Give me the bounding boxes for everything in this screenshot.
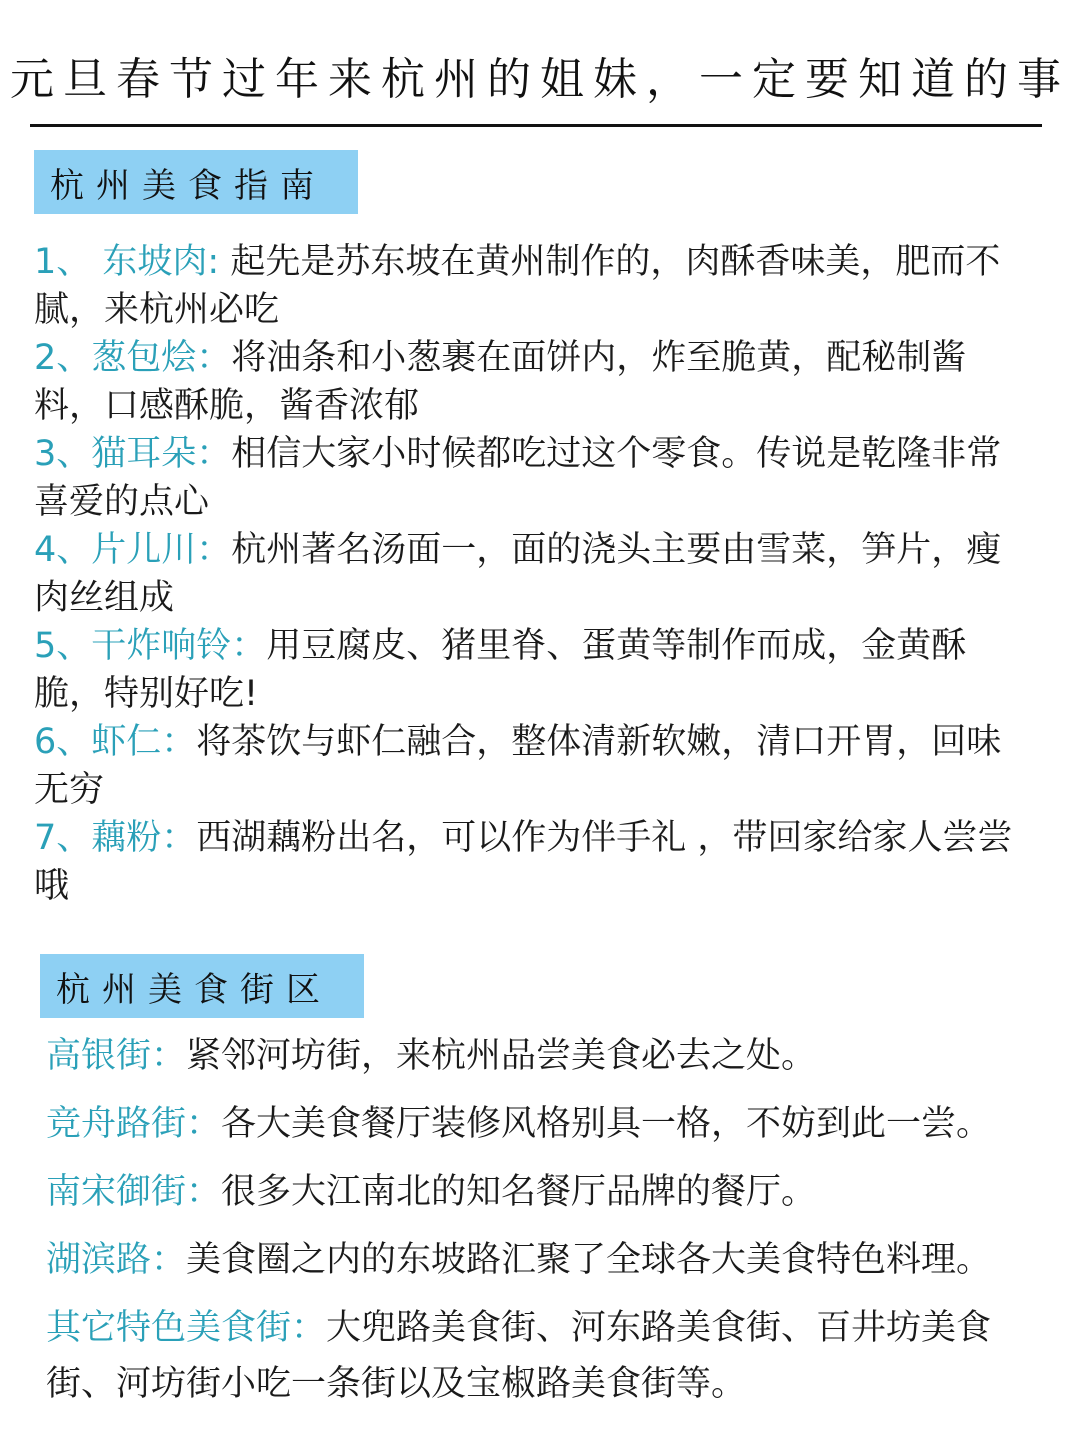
item-label: 2、葱包烩：	[34, 338, 232, 378]
item-label: 3、猫耳朵：	[34, 434, 232, 474]
item-text: 起先是苏东坡在黄州制作的，肉酥香味美，肥而不腻，来杭州必吃	[34, 242, 1001, 330]
item-text: 很多大江南北的知名餐厅品牌的餐厅。	[221, 1172, 817, 1212]
list-item	[46, 1300, 1060, 1412]
item-label: 7、藕粉：	[34, 818, 197, 858]
list-item	[46, 1022, 1066, 1090]
list-item	[46, 1158, 1066, 1226]
food-guide-list	[34, 238, 1014, 910]
section-heading-food-guide: 杭州美食指南	[34, 150, 358, 214]
item-text: 将茶饮与虾仁融合，整体清新软嫩，清口开胃，回味无穷	[34, 722, 1002, 810]
list-item	[34, 238, 1014, 334]
item-text: 紧邻河坊街，来杭州品尝美食必去之处。	[186, 1036, 817, 1076]
item-label: 竞舟路街：	[46, 1104, 222, 1144]
item-text: 各大美食餐厅装修风格别具一格，不妨到此一尝。	[221, 1104, 992, 1144]
list-item	[34, 430, 1014, 526]
item-label: 4、片儿川：	[34, 530, 232, 570]
list-item	[46, 1090, 1066, 1158]
item-text: 大兜路美食街、河东路美食街、百井坊美食街、河坊街小吃一条街以及宝椒路美食街等。	[46, 1308, 992, 1404]
item-text: 西湖藕粉出名，可以作为伴手礼 ，带回家给家人尝尝哦	[34, 818, 1013, 906]
item-label: 5、干炸响铃：	[34, 626, 267, 666]
section-heading-food-streets: 杭州美食街区	[40, 954, 364, 1018]
list-item	[34, 814, 1014, 910]
item-label: 湖滨路：	[46, 1240, 187, 1280]
item-label: 高银街：	[46, 1036, 187, 1076]
list-item	[46, 1226, 1066, 1294]
item-label: 1、 东坡肉:	[34, 242, 220, 282]
list-item	[34, 526, 1014, 622]
list-item	[34, 718, 1014, 814]
item-label: 6、虾仁：	[34, 722, 197, 762]
item-text: 美食圈之内的东坡路汇聚了全球各大美食特色料理。	[186, 1240, 992, 1280]
item-text: 杭州著名汤面一，面的浇头主要由雪菜，笋片，瘦肉丝组成	[34, 530, 1002, 618]
food-streets-list	[46, 1022, 1066, 1412]
list-item	[34, 334, 1014, 430]
list-item	[34, 622, 1014, 718]
item-label: 其它特色美食街：	[46, 1308, 327, 1348]
page-title: 元旦春节过年来杭州的姐妹，一定要知道的事	[10, 54, 1070, 105]
item-text: 相信大家小时候都吃过这个零食。传说是乾隆非常喜爱的点心	[34, 434, 1002, 522]
item-text: 用豆腐皮、猪里脊、蛋黄等制作而成，金黄酥脆，特别好吃!	[34, 626, 967, 714]
item-label: 南宋御街：	[46, 1172, 222, 1212]
title-divider	[30, 124, 1042, 127]
item-text: 将油条和小葱裹在面饼内，炸至脆黄，配秘制酱料，口感酥脆，酱香浓郁	[34, 338, 967, 426]
